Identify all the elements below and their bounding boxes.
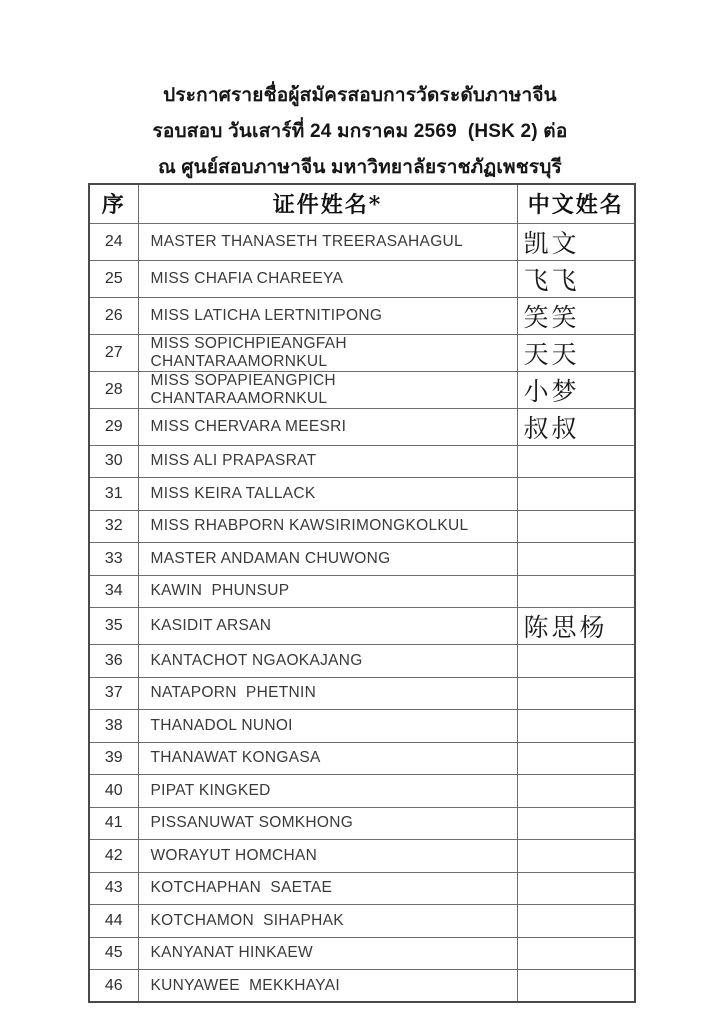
row-number: 45 [89, 937, 138, 970]
document-title [0, 78, 720, 186]
table-row [89, 334, 635, 371]
row-number: 25 [89, 260, 138, 297]
row-name: MISS SOPAPIEANGPICH CHANTARAAMORNKUL [138, 371, 517, 408]
row-name: PISSANUWAT SOMKHONG [138, 807, 517, 840]
row-chinese-name [517, 775, 635, 808]
title-line-exam-round: รอบสอบ วันเสาร์ที่ 24 มกราคม 2569 (HSK 2) ต่อ [152, 121, 568, 142]
table-row [89, 510, 635, 543]
table-row [89, 297, 635, 334]
row-number: 44 [89, 905, 138, 938]
row-chinese-name [517, 710, 635, 743]
row-chinese-name: 叔叔 [517, 408, 635, 445]
row-name: KANYANAT HINKAEW [138, 937, 517, 970]
table-row [89, 445, 635, 478]
row-number: 29 [89, 408, 138, 445]
row-chinese-name [517, 970, 635, 1003]
table-row [89, 937, 635, 970]
title-line-venue: ณ ศูนย์สอบภาษาจีน มหาวิทยาลัยราชภัฏเพชรบุรี [158, 157, 562, 178]
row-name: MISS CHERVARA MEESRI [138, 408, 517, 445]
candidate-table [88, 183, 636, 1003]
row-chinese-name [517, 742, 635, 775]
row-number: 41 [89, 807, 138, 840]
row-name: MISS CHAFIA CHAREEYA [138, 260, 517, 297]
row-chinese-name [517, 937, 635, 970]
row-number: 30 [89, 445, 138, 478]
row-name: THANADOL NUNOI [138, 710, 517, 743]
row-chinese-name [517, 840, 635, 873]
table-row [89, 840, 635, 873]
table-row [89, 807, 635, 840]
row-chinese-name [517, 872, 635, 905]
table-row [89, 677, 635, 710]
row-number: 36 [89, 645, 138, 678]
table-row [89, 905, 635, 938]
row-name: MASTER THANASETH TREERASAHAGUL [138, 223, 517, 260]
title-line-announcement: ประกาศรายชื่อผู้สมัครสอบการวัดระดับภาษาจีน [163, 85, 557, 106]
table-row [89, 608, 635, 645]
row-chinese-name [517, 645, 635, 678]
table-row [89, 478, 635, 511]
row-number: 43 [89, 872, 138, 905]
row-name: MISS ALI PRAPASRAT [138, 445, 517, 478]
row-chinese-name [517, 677, 635, 710]
table-row [89, 710, 635, 743]
table-row [89, 775, 635, 808]
row-number: 26 [89, 297, 138, 334]
row-chinese-name: 凯文 [517, 223, 635, 260]
row-name: MISS KEIRA TALLACK [138, 478, 517, 511]
row-number: 33 [89, 543, 138, 576]
table-row [89, 223, 635, 260]
row-number: 39 [89, 742, 138, 775]
row-name: KASIDIT ARSAN [138, 608, 517, 645]
row-chinese-name: 小梦 [517, 371, 635, 408]
row-number: 27 [89, 334, 138, 371]
row-chinese-name: 天天 [517, 334, 635, 371]
row-chinese-name: 陈思杨 [517, 608, 635, 645]
row-name: KANTACHOT NGAOKAJANG [138, 645, 517, 678]
table-row [89, 872, 635, 905]
table-row [89, 260, 635, 297]
row-number: 37 [89, 677, 138, 710]
row-number: 32 [89, 510, 138, 543]
row-number: 35 [89, 608, 138, 645]
row-name: NATAPORN PHETNIN [138, 677, 517, 710]
row-name: MASTER ANDAMAN CHUWONG [138, 543, 517, 576]
column-header-no: 序 [89, 184, 138, 223]
candidate-table-header [89, 184, 635, 223]
table-row [89, 543, 635, 576]
table-row [89, 742, 635, 775]
table-row [89, 970, 635, 1003]
row-name: KOTCHAMON SIHAPHAK [138, 905, 517, 938]
header-row [89, 184, 635, 223]
row-chinese-name: 飞飞 [517, 260, 635, 297]
row-chinese-name [517, 510, 635, 543]
column-header-document-name: 证件姓名* [138, 184, 517, 223]
table-row [89, 575, 635, 608]
row-name: THANAWAT KONGASA [138, 742, 517, 775]
row-name: MISS RHABPORN KAWSIRIMONGKOLKUL [138, 510, 517, 543]
row-chinese-name [517, 543, 635, 576]
row-chinese-name [517, 905, 635, 938]
row-number: 34 [89, 575, 138, 608]
row-number: 42 [89, 840, 138, 873]
row-number: 46 [89, 970, 138, 1003]
row-chinese-name [517, 575, 635, 608]
row-name: WORAYUT HOMCHAN [138, 840, 517, 873]
row-chinese-name [517, 478, 635, 511]
table-body [89, 223, 635, 1002]
row-name: MISS SOPICHPIEANGFAH CHANTARAAMORNKUL [138, 334, 517, 371]
row-name: KAWIN PHUNSUP [138, 575, 517, 608]
row-name: MISS LATICHA LERTNITIPONG [138, 297, 517, 334]
table-row [89, 408, 635, 445]
table-row [89, 645, 635, 678]
row-number: 28 [89, 371, 138, 408]
row-chinese-name [517, 445, 635, 478]
row-chinese-name [517, 807, 635, 840]
row-name: KOTCHAPHAN SAETAE [138, 872, 517, 905]
row-number: 31 [89, 478, 138, 511]
table-row [89, 371, 635, 408]
row-chinese-name: 笑笑 [517, 297, 635, 334]
row-number: 40 [89, 775, 138, 808]
row-number: 38 [89, 710, 138, 743]
row-name: KUNYAWEE MEKKHAYAI [138, 970, 517, 1003]
row-name: PIPAT KINGKED [138, 775, 517, 808]
row-number: 24 [89, 223, 138, 260]
column-header-chinese-name: 中文姓名 [517, 184, 635, 223]
